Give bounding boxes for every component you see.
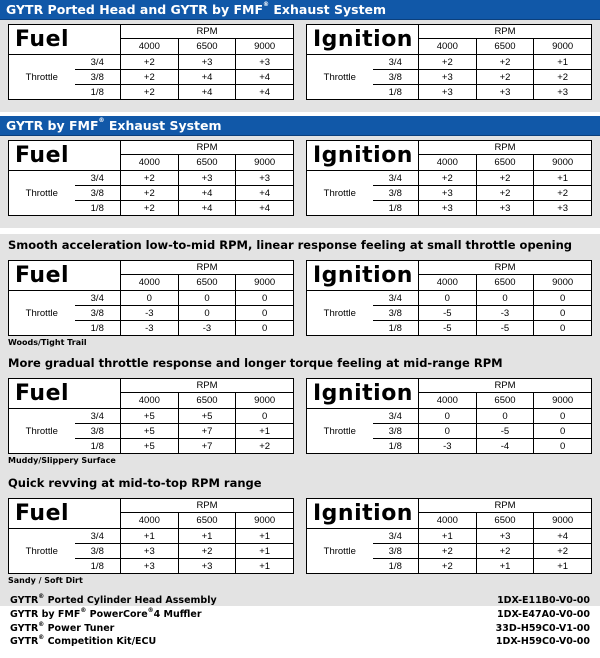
rpm-column-header: 9000 <box>236 39 294 55</box>
tuning-section <box>0 352 600 486</box>
adjust-value: +3 <box>236 55 294 70</box>
adjust-value: +5 <box>121 409 179 424</box>
adjust-value: +2 <box>121 201 179 216</box>
throttle-position: 3/8 <box>75 70 121 85</box>
rpm-column-header: 4000 <box>121 393 179 409</box>
adjust-value: 0 <box>476 291 534 306</box>
adjust-value: +4 <box>236 186 294 201</box>
adjust-value: -5 <box>476 424 534 439</box>
adjust-value: +1 <box>534 559 592 574</box>
ignition-table <box>306 24 592 100</box>
throttle-position: 3/4 <box>75 55 121 70</box>
part-name-a: GYTR <box>10 595 39 606</box>
adjust-value: +3 <box>121 559 179 574</box>
adjust-value: 0 <box>534 321 592 336</box>
throttle-label: Throttle <box>307 291 373 336</box>
adjust-value: -4 <box>476 439 534 454</box>
adjust-value: +5 <box>178 409 236 424</box>
throttle-position: 3/8 <box>373 306 419 321</box>
adjust-value: -3 <box>178 321 236 336</box>
rpm-column-header: 4000 <box>121 513 179 529</box>
adjust-value: 0 <box>236 321 294 336</box>
throttle-label: Throttle <box>9 291 75 336</box>
adjust-value: +5 <box>121 439 179 454</box>
throttle-label: Throttle <box>9 55 75 100</box>
table-row <box>9 291 294 306</box>
rpm-column-header: 6500 <box>178 275 236 291</box>
ignition-table <box>306 378 592 454</box>
throttle-label: Throttle <box>307 529 373 574</box>
part-row <box>10 608 590 622</box>
parts-list <box>0 586 600 649</box>
rpm-header: RPM <box>419 499 592 513</box>
adjust-value: +1 <box>534 55 592 70</box>
throttle-position: 3/4 <box>373 529 419 544</box>
section-title-text: Smooth acceleration low-to-mid RPM, linear response feeling at small throttle opening <box>8 238 573 252</box>
fuel-table-title: Fuel <box>9 499 121 529</box>
rpm-column-header: 9000 <box>236 513 294 529</box>
adjust-value: +3 <box>419 85 477 100</box>
adjust-value: +1 <box>419 529 477 544</box>
adjust-value: +2 <box>419 559 477 574</box>
terrain-label: Woods/Tight Trail <box>8 338 87 347</box>
section-title <box>0 0 600 20</box>
adjust-value: +1 <box>236 424 294 439</box>
adjust-value: -3 <box>121 321 179 336</box>
throttle-position: 3/4 <box>373 409 419 424</box>
adjust-value: +2 <box>121 70 179 85</box>
ignition-table-title: Ignition <box>307 261 419 291</box>
fuel-table-title: Fuel <box>9 25 121 55</box>
adjust-value: +5 <box>121 424 179 439</box>
throttle-label: Throttle <box>9 171 75 216</box>
adjust-value: +4 <box>534 529 592 544</box>
section-title <box>0 472 600 494</box>
rpm-column-header: 4000 <box>121 275 179 291</box>
throttle-position: 3/4 <box>373 171 419 186</box>
rpm-column-header: 4000 <box>419 393 477 409</box>
table-row <box>9 55 294 70</box>
adjust-value: +3 <box>476 85 534 100</box>
part-name <box>10 622 114 636</box>
adjust-value: 0 <box>236 291 294 306</box>
adjust-value: -5 <box>419 306 477 321</box>
rpm-column-header: 4000 <box>419 275 477 291</box>
adjust-value: +2 <box>534 544 592 559</box>
adjust-value: +1 <box>236 544 294 559</box>
adjust-value: +1 <box>476 559 534 574</box>
throttle-position: 3/4 <box>373 55 419 70</box>
rpm-column-header: 6500 <box>476 393 534 409</box>
rpm-column-header: 6500 <box>476 513 534 529</box>
throttle-label: Throttle <box>9 529 75 574</box>
ignition-table <box>306 498 592 574</box>
table-pair <box>0 24 600 100</box>
adjust-value: +2 <box>476 544 534 559</box>
part-row <box>10 594 590 608</box>
part-name-c: 4 Muffler <box>153 608 202 620</box>
throttle-position: 3/8 <box>373 70 419 85</box>
table-row <box>307 55 592 70</box>
rpm-header: RPM <box>121 499 294 513</box>
adjust-value: +3 <box>476 201 534 216</box>
section-title-text: GYTR Ported Head and GYTR by FMF <box>6 2 264 17</box>
rpm-column-header: 6500 <box>178 155 236 171</box>
rpm-header: RPM <box>419 141 592 155</box>
throttle-position: 3/4 <box>75 529 121 544</box>
adjust-value: +2 <box>121 55 179 70</box>
rpm-column-header: 9000 <box>534 155 592 171</box>
terrain-label: Sandy / Soft Dirt <box>8 576 83 585</box>
part-name-b: Competition Kit/ECU <box>44 636 157 648</box>
adjust-value: 0 <box>236 409 294 424</box>
adjust-value: +2 <box>476 186 534 201</box>
terrain-label: Muddy/Slippery Surface <box>8 456 116 465</box>
part-name-a: GYTR <box>10 636 39 648</box>
throttle-position: 3/4 <box>75 171 121 186</box>
part-number: 33D-H59C0-V1-00 <box>495 622 590 634</box>
adjust-value: +1 <box>236 559 294 574</box>
table-pair <box>0 260 600 336</box>
adjust-value: +4 <box>178 186 236 201</box>
throttle-position: 3/8 <box>75 186 121 201</box>
adjust-value: +4 <box>236 70 294 85</box>
adjust-value: 0 <box>476 409 534 424</box>
adjust-value: +3 <box>178 55 236 70</box>
part-name <box>10 608 202 622</box>
adjust-value: +2 <box>121 171 179 186</box>
throttle-position: 1/8 <box>373 559 419 574</box>
part-row <box>10 635 590 649</box>
rpm-column-header: 9000 <box>236 393 294 409</box>
rpm-column-header: 4000 <box>419 155 477 171</box>
throttle-label: Throttle <box>307 409 373 454</box>
adjust-value: +1 <box>236 529 294 544</box>
throttle-position: 1/8 <box>75 201 121 216</box>
table-row <box>307 529 592 544</box>
adjust-value: 0 <box>534 439 592 454</box>
registered-mark: ® <box>38 620 45 628</box>
part-name-b: Ported Cylinder Head Assembly <box>44 595 217 606</box>
section-title-text: GYTR by FMF <box>6 118 99 133</box>
section-title-tail: Exhaust System <box>269 2 387 17</box>
adjust-value: +4 <box>236 201 294 216</box>
adjust-value: +2 <box>236 439 294 454</box>
throttle-label: Throttle <box>307 55 373 100</box>
rpm-column-header: 6500 <box>476 155 534 171</box>
throttle-position: 3/4 <box>373 291 419 306</box>
ignition-table <box>306 140 592 216</box>
adjust-value: 0 <box>121 291 179 306</box>
adjust-value: +3 <box>121 544 179 559</box>
throttle-position: 3/8 <box>373 544 419 559</box>
adjust-value: 0 <box>534 424 592 439</box>
section-title <box>0 234 600 256</box>
adjust-value: -5 <box>476 321 534 336</box>
rpm-header: RPM <box>121 25 294 39</box>
adjust-value: +2 <box>476 70 534 85</box>
section-title-tail: Exhaust System <box>104 118 222 133</box>
adjust-value: +3 <box>534 85 592 100</box>
adjust-value: 0 <box>236 306 294 321</box>
fuel-table-title: Fuel <box>9 261 121 291</box>
section-panel <box>0 20 600 112</box>
adjust-value: -3 <box>121 306 179 321</box>
fuel-table-title: Fuel <box>9 141 121 171</box>
adjust-value: +1 <box>534 171 592 186</box>
table-row <box>9 171 294 186</box>
section-title <box>0 116 600 136</box>
adjust-value: +3 <box>178 171 236 186</box>
part-name <box>10 594 217 608</box>
adjust-value: 0 <box>419 409 477 424</box>
adjust-value: +4 <box>178 70 236 85</box>
section-title-text: Quick revving at mid-to-top RPM range <box>8 476 262 490</box>
rpm-header: RPM <box>419 379 592 393</box>
part-number: 1DX-E11B0-V0-00 <box>497 595 590 606</box>
throttle-position: 1/8 <box>75 439 121 454</box>
throttle-label: Throttle <box>307 171 373 216</box>
throttle-position: 1/8 <box>75 321 121 336</box>
adjust-value: +7 <box>178 424 236 439</box>
adjust-value: -5 <box>419 321 477 336</box>
fuel-table <box>8 24 294 100</box>
adjust-value: +2 <box>419 171 477 186</box>
tuning-section <box>0 0 600 112</box>
fuel-table <box>8 140 294 216</box>
ignition-table-title: Ignition <box>307 25 419 55</box>
rpm-column-header: 4000 <box>121 39 179 55</box>
adjust-value: +3 <box>476 529 534 544</box>
throttle-position: 3/8 <box>75 424 121 439</box>
adjust-value: +2 <box>534 186 592 201</box>
ignition-table <box>306 260 592 336</box>
fuel-table-title: Fuel <box>9 379 121 409</box>
registered-mark: ® <box>80 606 87 614</box>
table-row <box>307 291 592 306</box>
adjust-value: -3 <box>419 439 477 454</box>
registered-mark: ® <box>263 1 270 8</box>
adjust-value: 0 <box>178 291 236 306</box>
adjust-value: +1 <box>178 529 236 544</box>
table-pair <box>0 378 600 454</box>
rpm-header: RPM <box>419 25 592 39</box>
adjust-value: 0 <box>534 291 592 306</box>
throttle-position: 3/4 <box>75 291 121 306</box>
table-pair <box>0 140 600 216</box>
adjust-value: +3 <box>178 559 236 574</box>
throttle-position: 3/8 <box>75 306 121 321</box>
adjust-value: +2 <box>534 70 592 85</box>
table-row <box>307 409 592 424</box>
adjust-value: 0 <box>419 291 477 306</box>
section-panel <box>0 374 600 486</box>
adjust-value: +3 <box>419 201 477 216</box>
adjust-value: 0 <box>534 409 592 424</box>
adjust-value: +2 <box>419 55 477 70</box>
section-title <box>0 352 600 374</box>
rpm-column-header: 6500 <box>476 275 534 291</box>
rpm-header: RPM <box>121 379 294 393</box>
ignition-table-title: Ignition <box>307 141 419 171</box>
rpm-column-header: 6500 <box>178 393 236 409</box>
registered-mark: ® <box>98 117 105 124</box>
adjust-value: 0 <box>419 424 477 439</box>
tuning-section <box>0 234 600 368</box>
throttle-position: 1/8 <box>373 201 419 216</box>
table-row <box>9 409 294 424</box>
rpm-column-header: 9000 <box>534 275 592 291</box>
rpm-column-header: 9000 <box>534 513 592 529</box>
rpm-header: RPM <box>419 261 592 275</box>
adjust-value: -3 <box>476 306 534 321</box>
rpm-column-header: 4000 <box>121 155 179 171</box>
fuel-table <box>8 378 294 454</box>
part-name-a: GYTR <box>10 622 39 634</box>
adjust-value: +7 <box>178 439 236 454</box>
adjust-value: +4 <box>236 85 294 100</box>
fuel-table <box>8 260 294 336</box>
adjust-value: +3 <box>236 171 294 186</box>
throttle-position: 3/4 <box>75 409 121 424</box>
table-pair <box>0 498 600 574</box>
throttle-position: 1/8 <box>373 439 419 454</box>
adjust-value: 0 <box>178 306 236 321</box>
adjust-value: +2 <box>121 85 179 100</box>
throttle-position: 1/8 <box>373 321 419 336</box>
rpm-column-header: 9000 <box>534 39 592 55</box>
rpm-column-header: 4000 <box>419 39 477 55</box>
part-number: 1DX-H59C0-V0-00 <box>495 636 590 648</box>
registered-mark: ® <box>147 606 154 614</box>
rpm-header: RPM <box>121 261 294 275</box>
rpm-column-header: 6500 <box>178 513 236 529</box>
throttle-position: 1/8 <box>75 559 121 574</box>
registered-mark: ® <box>38 593 45 600</box>
section-panel <box>0 136 600 228</box>
registered-mark: ® <box>38 634 45 642</box>
adjust-value: +2 <box>419 544 477 559</box>
throttle-position: 1/8 <box>75 85 121 100</box>
part-name-b: Power Tuner <box>44 622 115 634</box>
part-number: 1DX-E47A0-V0-00 <box>496 608 590 620</box>
adjust-value: 0 <box>534 306 592 321</box>
adjust-value: +2 <box>121 186 179 201</box>
adjust-value: +4 <box>178 85 236 100</box>
throttle-position: 3/8 <box>373 424 419 439</box>
rpm-column-header: 9000 <box>534 393 592 409</box>
rpm-column-header: 6500 <box>178 39 236 55</box>
rpm-header: RPM <box>121 141 294 155</box>
table-row <box>307 171 592 186</box>
adjust-value: +2 <box>476 55 534 70</box>
rpm-column-header: 9000 <box>236 155 294 171</box>
rpm-column-header: 6500 <box>476 39 534 55</box>
ignition-table-title: Ignition <box>307 379 419 409</box>
rpm-column-header: 4000 <box>419 513 477 529</box>
tuning-section <box>0 116 600 228</box>
adjust-value: +4 <box>178 201 236 216</box>
throttle-position: 3/8 <box>373 186 419 201</box>
throttle-position: 3/8 <box>75 544 121 559</box>
part-row <box>10 622 590 636</box>
adjust-value: +1 <box>121 529 179 544</box>
throttle-label: Throttle <box>9 409 75 454</box>
section-title-text: More gradual throttle response and longer torque feeling at mid-range RPM <box>8 356 503 370</box>
part-name-b: PowerCore <box>86 608 148 620</box>
ignition-table-title: Ignition <box>307 499 419 529</box>
adjust-value: +3 <box>534 201 592 216</box>
table-row <box>9 529 294 544</box>
adjust-value: +2 <box>476 171 534 186</box>
throttle-position: 1/8 <box>373 85 419 100</box>
part-name <box>10 635 156 649</box>
fuel-table <box>8 498 294 574</box>
adjust-value: +3 <box>419 186 477 201</box>
part-name-a: GYTR by FMF <box>10 608 81 620</box>
rpm-column-header: 9000 <box>236 275 294 291</box>
adjust-value: +3 <box>419 70 477 85</box>
adjust-value: +2 <box>178 544 236 559</box>
